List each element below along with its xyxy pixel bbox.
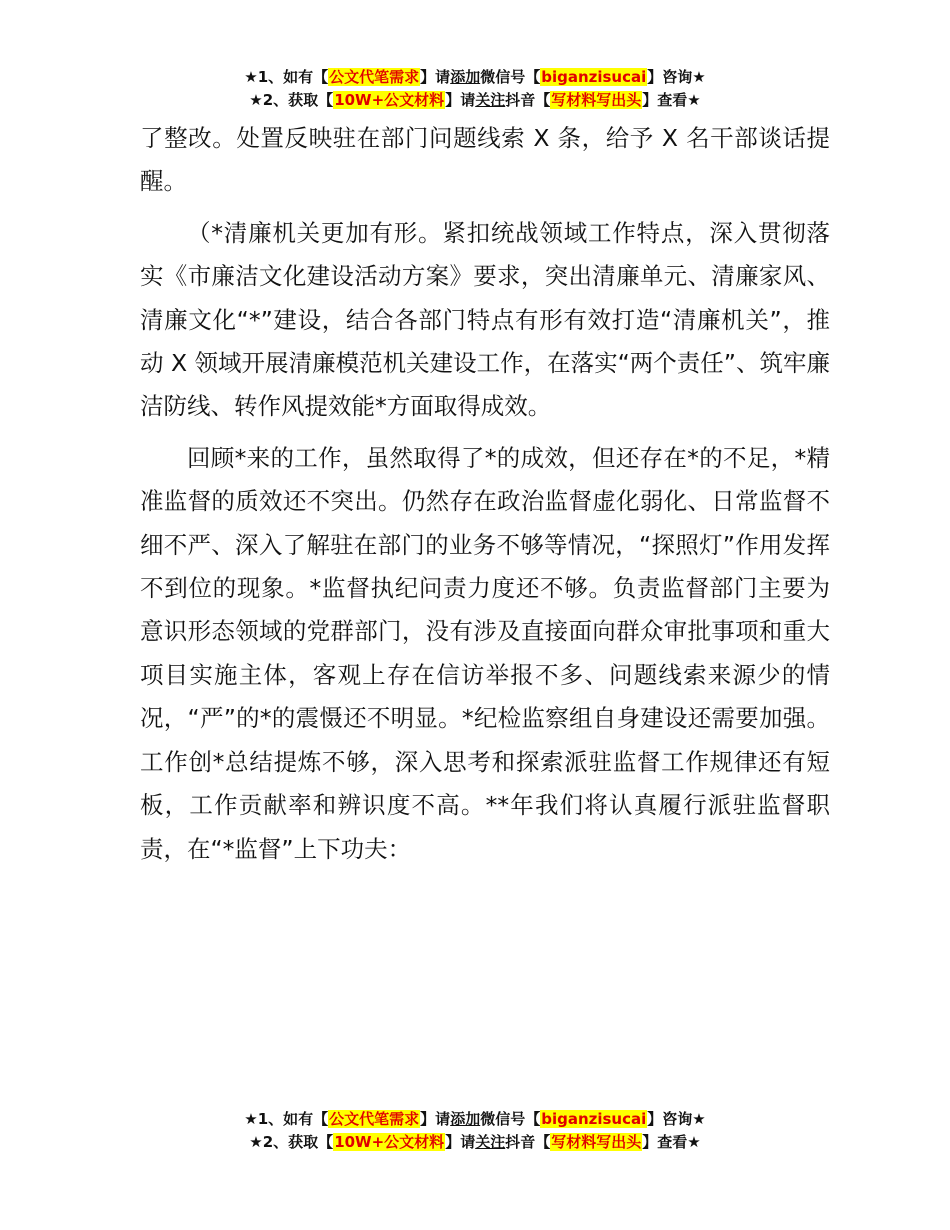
underlined-text: 关注 — [475, 1133, 506, 1151]
footer-text: 抖音【 — [505, 1133, 551, 1151]
highlight-tag: 10W+公文材料 — [334, 1133, 445, 1151]
header-line-2 — [0, 89, 950, 112]
paragraph-continuation: 了整改。处置反映驻在部门问题线索 X 条，给予 X 名干部谈话提醒。 — [140, 124, 830, 196]
footer-text: ★1、如有【 — [244, 1110, 329, 1128]
footer-text: 】查看★ — [642, 1133, 701, 1151]
footer-banner — [0, 1108, 950, 1154]
footer-text: ★2、获取【 — [249, 1133, 334, 1151]
header-text: 微信号【 — [480, 68, 541, 86]
header-line-1 — [0, 66, 950, 89]
underlined-text: 添加 — [450, 1110, 481, 1128]
header-text: ★1、如有【 — [244, 68, 329, 86]
highlight-tag: 公文代笔需求 — [329, 68, 420, 86]
douyin-account: 写材料写出头 — [551, 91, 642, 109]
underlined-text: 关注 — [475, 91, 506, 109]
highlight-tag: 公文代笔需求 — [329, 1110, 420, 1128]
header-text: 】查看★ — [642, 91, 701, 109]
header-text: ★2、获取【 — [249, 91, 334, 109]
wechat-id: biganzisucai — [541, 1110, 647, 1128]
footer-text: 微信号【 — [480, 1110, 541, 1128]
highlight-tag: 10W+公文材料 — [334, 91, 445, 109]
douyin-account: 写材料写出头 — [551, 1133, 642, 1151]
paragraph-clean-organ: （*清廉机关更加有形。紧扣统战领域工作特点，深入贯彻落实《市廉洁文化建设活动方案》要求，突出清廉单元、清廉家风、清廉文化“*”建设，结合各部门特点有形有效打造“清廉机关”，推动 X 领域开展清廉模范机关建设工作，在落实“两个责任”、筑牢廉洁防线、转作风提效能*方面取得成效。 — [140, 218, 830, 421]
footer-text: 】咨询★ — [647, 1110, 706, 1128]
underlined-text: 添加 — [450, 68, 481, 86]
header-text: 抖音【 — [505, 91, 551, 109]
wechat-id: biganzisucai — [541, 68, 647, 86]
footer-text: 】请 — [445, 1133, 476, 1151]
footer-line-1 — [0, 1108, 950, 1131]
header-text: 】咨询★ — [647, 68, 706, 86]
document-body — [140, 117, 830, 879]
header-text: 】请 — [420, 68, 451, 86]
paragraph-review: 回顾*来的工作，虽然取得了*的成效，但还存在*的不足，*精准监督的质效还不突出。仍然存在政治监督虚化弱化、日常监督不细不严、深入了解驻在部门的业务不够等情况，“探照灯”作用发挥不到位的现象。*监督执纪问责力度还不够。负责监督部门主要为意识形态领域的党群部门，没有涉及直接面向群众审批事项和重大项目实施主体，客观上存在信访举报不多、问题线索来源少的情况，“严”的*的震慑还不明显。*纪检监察组自身建设还需要加强。工作创*总结提炼不够，深入思考和探索派驻监督工作规律还有短板，工作贡献率和辨识度不高。**年我们将认真履行派驻监督职责，在“*监督”上下功夫： — [140, 443, 830, 863]
header-banner — [0, 66, 950, 112]
footer-line-2 — [0, 1131, 950, 1154]
footer-text: 】请 — [420, 1110, 451, 1128]
header-text: 】请 — [445, 91, 476, 109]
